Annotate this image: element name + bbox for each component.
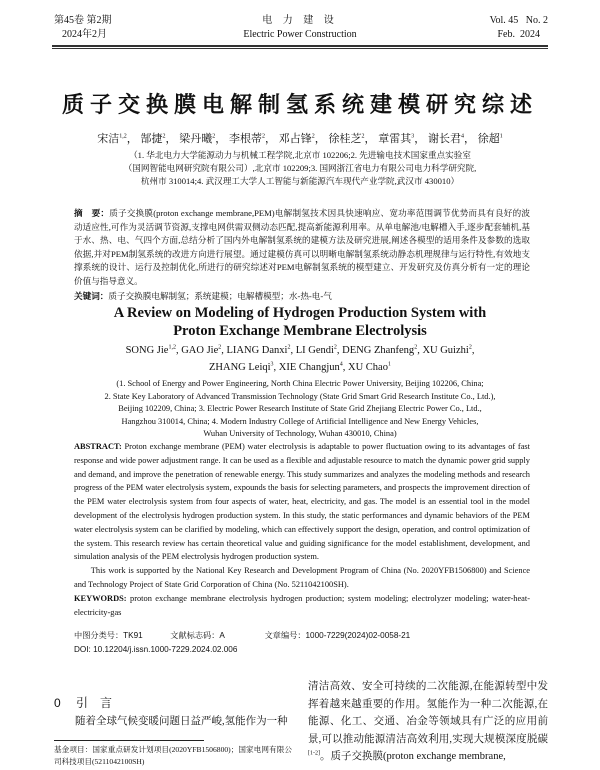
affiliation-line: （国网智能电网研究院有限公司）,北京市 102209;3. 国网浙江省电力有限公司电力科学研究院, — [123, 163, 477, 173]
affiliation-line: Beijing 102209, China; 3. Electric Power Research Institute of State Grid Zhejiang Electric Power Co., Ltd., — [118, 404, 482, 414]
author-en: ZHANG Leiqi$^3$, — [209, 361, 279, 373]
title-en-line: A Review on Modeling of Hydrogen Production System with — [113, 305, 487, 321]
header-rule-thin — [52, 48, 548, 49]
citation[interactable]: [1-2] — [308, 750, 320, 757]
header-rule — [52, 45, 548, 47]
header-left — [54, 14, 112, 42]
footnote-rule — [54, 740, 204, 741]
abstract-en-body — [74, 440, 530, 564]
keywords-cn-text: 质子交换膜电解制氢；系统建模；电解槽模型；水-热-电-气 — [108, 291, 332, 301]
author-en: XU Chao$^1$ — [348, 361, 391, 373]
article-number: 文章编号：1000-7229(2024)02-0058-21 — [264, 631, 411, 640]
author-en: LI Gendi$^2$, — [295, 344, 343, 356]
author-en: XU Guizhi$^2$, — [422, 344, 475, 356]
doi: DOI: 10.12204/j.issn.1000-7229.2024.02.006 — [74, 645, 238, 654]
intro-left-text: 随着全球气候变暖问题日益严峻,氢能作为一种 — [75, 716, 288, 727]
section-number: 0 — [54, 696, 61, 710]
volume-cn: 第45卷 第2期 — [54, 15, 112, 26]
abstract-en-text: Proton exchange membrane (PEM) water electrolysis is adaptable to power fluctuation owing to its advantages of fast response and wide power adjustment range. It can be used as a flexible and adjustable resource to match the dynamic power grid supply and demand, and improve the penetration of renewable energy. This study summarizes and analyzes the modeling methods and research progress of the PEM water electrolysis system, expounds the basis for selecting parameters, and prospects the improvement direction of the PEM water electrolysis system from four aspects of water, heat, electricity, and gas. The model is an essential tool in the model development of the electrolysis hydrogen production system. In this study, the static performances and dynamic behaviors of the PEM water electrolysis system can be clarified by modeling, which can effectively support the design, operation, and control optimization of the system. This research review has certain theoretical value and guiding significance for the model establishment, development, and simulation analysis of the PEM electrolysis hydrogen production system. — [74, 442, 531, 562]
author-cn: 章雷其$^3$， — [378, 133, 426, 145]
document-code: 文献标志码：A — [170, 631, 225, 640]
author-cn: 宋洁$^{1,2}$， — [97, 133, 138, 145]
author-cn: 徐桂芝$^2$， — [328, 133, 376, 145]
abstract-en — [74, 440, 530, 619]
date-cn: 2024年2月 — [62, 29, 107, 40]
journal-cn: 电 力 建 设 — [262, 15, 338, 26]
author-cn: 梁丹曦$^2$， — [179, 133, 227, 145]
affiliation-line: 2. State Key Laboratory of Advanced Transmission Technology (State Grid Smart Grid Research Institute Co., Ltd.), — [104, 391, 496, 401]
affiliation-line: Hangzhou 310014, China; 4. Modern Industry College of Artificial Intelligence and New Energy Vehicles, — [121, 416, 479, 426]
funding-en: This work is supported by the National Key Research and Development Program of China (No. 2020YFB1506800) and Science and Technology Project of State Grid Corporation of China (No. 5211042100SH). — [74, 566, 530, 589]
keywords-en-label: KEYWORDS: — [74, 593, 127, 603]
abstract-cn-text: 质子交换膜(proton exchange membrane,PEM)电解制氢技术因具快速响应、宽功率范围调节优势而具有良好的波动适应性,可作为灵活调节资源,支撑电网供需双侧动态匹配,提高新能源利用率。从单电解池/电解槽入手,逐步配套辅机,基于水、热、电、气四个方面,总结分析了国内外电解制氢系统的建模方法及研究进展,阐述各模型的适用条件及参数的选取依据,并对PEM制氢系统的改进方向进行展望。通过建模仿真可以明晰电解制氢系统动静态机理规律与运行特性,有效地支撑系统的设计、运行及控制优化,所进行的研究综述对PEM电解制氢系统的模型建立、开发研究及仿真分析有一定的理论价值与指导意义。 — [74, 208, 530, 286]
authors-en — [80, 342, 520, 376]
author-cn: 邓占锋$^2$， — [278, 133, 326, 145]
title-en-line: Proton Exchange Membrane Electrolysis — [173, 323, 427, 339]
author-cn: 徐超$^1$ — [477, 133, 503, 145]
section-heading — [54, 694, 112, 711]
paper-title-en — [40, 304, 560, 340]
author-cn: 李根蒂$^2$， — [229, 133, 276, 145]
affiliation-line: (1. School of Energy and Power Engineering, North China Electric Power University, Beijing 102206, China; — [116, 379, 484, 388]
author-en: LIANG Danxi$^2$, — [226, 344, 296, 356]
author-cn: 郜捷$^2$， — [140, 133, 177, 145]
header-right — [490, 14, 548, 42]
volume-en: Vol. 45 No. 2 — [489, 15, 548, 26]
article-meta — [74, 629, 544, 657]
author-en: GAO Jie$^2$, — [181, 344, 227, 356]
affiliations-cn — [40, 149, 560, 188]
abstract-cn — [74, 207, 530, 287]
affiliation-line: Wuhan University of Technology, Wuhan 430010, China) — [203, 429, 397, 439]
keywords-cn — [74, 290, 530, 304]
authors-cn — [40, 130, 560, 146]
keywords-en-text: proton exchange membrane electrolysis hydrogen production; system modeling; electrolyzer modeling; water-heat-electricity-gas — [74, 593, 530, 617]
clc-number: 中图分类号：TK91 — [74, 631, 143, 640]
abstract-cn-label: 摘 要： — [74, 208, 110, 218]
affiliation-line: 杭州市 310014;4. 武汉理工大学人工智能与新能源汽车现代产业学院,武汉市 430010） — [140, 176, 460, 186]
paper-title-cn: 质子交换膜电解制氢系统建模研究综述 — [61, 92, 538, 118]
header-center — [200, 14, 400, 42]
keywords-en — [74, 592, 530, 620]
keywords-cn-label: 关键词： — [74, 291, 109, 301]
abstract-en-label: ABSTRACT: — [74, 442, 122, 451]
date-en: Feb. 2024 — [497, 29, 540, 40]
journal-en: Electric Power Construction — [243, 29, 357, 40]
author-en: DENG Zhanfeng$^2$, — [342, 344, 423, 356]
author-cn: 谢长君$^4$， — [428, 133, 475, 145]
section-title: 引 言 — [76, 696, 113, 710]
intro-right-text: 清洁高效、安全可持续的二次能源,在能源转型中发挥着越来越重要的作用。氢能作为一种二次能源,在能源、化工、交通、冶金等领域具有广泛的应用前景,可以推动能源清洁高效利用,实现大规模深度脱碳[1-2]。质子交换膜(proton exchange membrane, — [308, 681, 548, 762]
affiliation-line: （1. 华北电力大学能源动力与机械工程学院,北京市 102206;2. 先进输电技术国家重点实验室 — [129, 150, 471, 160]
author-en: XIE Changjun$^4$, — [278, 361, 348, 373]
footnote: 基金项目：国家重点研发计划项目(2020YFB1506800)；国家电网有限公司科技项目(5211042100SH) — [54, 745, 292, 766]
author-en: SONG Jie$^{1,2}$, — [125, 344, 182, 356]
affiliations-en — [40, 378, 560, 441]
